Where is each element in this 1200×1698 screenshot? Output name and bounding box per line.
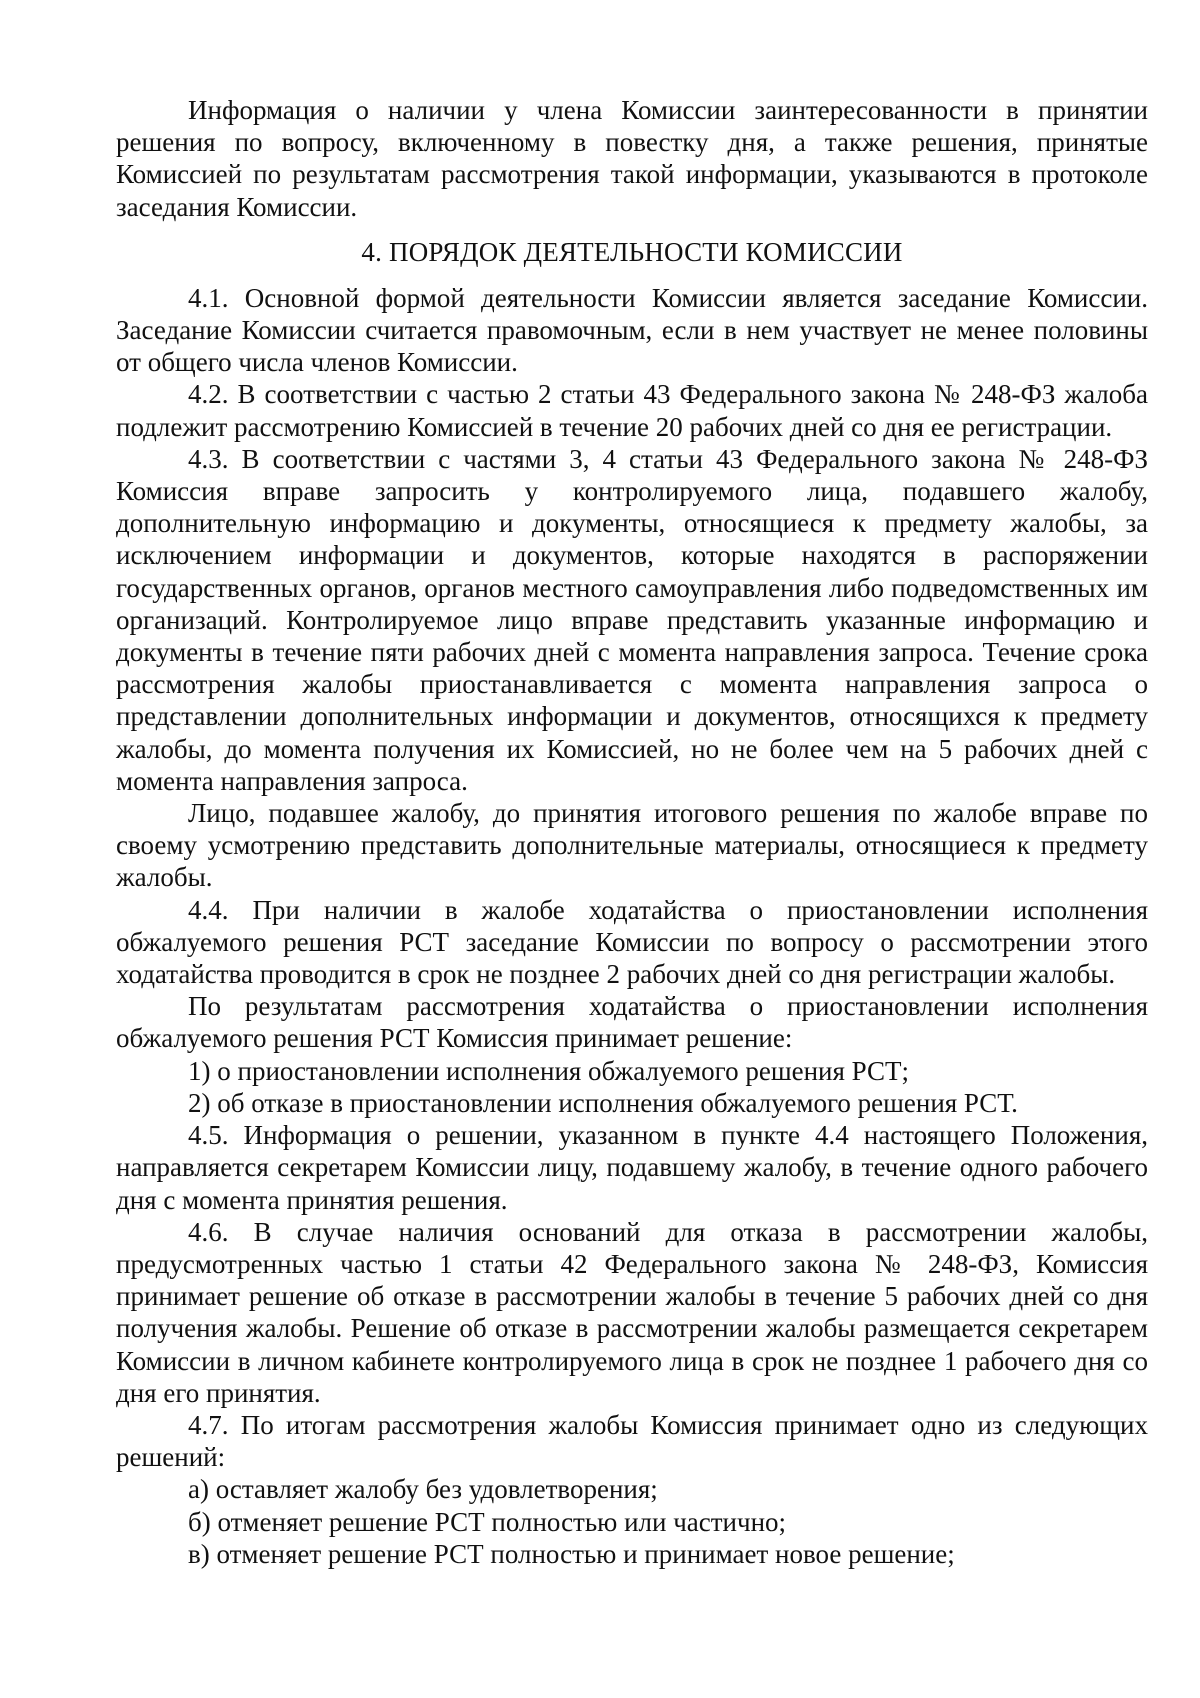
paragraph-petition-results: По результатам рассмотрения ходатайства о приостановлении исполнения обжалуемого решения РСТ Комиссия принимает решение:: [116, 991, 1148, 1054]
paragraph-4-7: 4.7. По итогам рассмотрения жалобы Комиссия принимает одно из следующих решений:: [116, 1409, 1148, 1473]
paragraph-4-6: 4.6. В случае наличия оснований для отказа в рассмотрении жалобы, предусмотренных частью 1 статьи 42 Федерального закона № 248-ФЗ, Комиссия принимает решение об отказе в рассмотрении жалобы в течение 5 рабочих дней со дня получения жалобы. Решение об отказе в рассмотрении жалобы размещается секретарем Комиссии в личном кабинете контролируемого лица в срок не позднее 1 рабочего дня со дня его принятия.: [116, 1216, 1148, 1408]
paragraph-4-2: 4.2. В соответствии с частью 2 статьи 43 Федерального закона № 248-ФЗ жалоба подлежит рассмотрению Комиссией в течение 20 рабочих дней со дня ее регистрации.: [116, 379, 1148, 442]
list-item-1: 1) о приостановлении исполнения обжалуемого решения РСТ;: [188, 1055, 910, 1086]
section-title: 4. ПОРЯДОК ДЕЯТЕЛЬНОСТИ КОМИССИИ: [361, 236, 903, 267]
paragraph-4-5: 4.5. Информация о решении, указанном в пункте 4.4 настоящего Положения, направляется секретарем Комиссии лицу, подавшему жалобу, в течение одного рабочего дня с момента принятия решения.: [116, 1120, 1148, 1215]
paragraph-4-3: 4.3. В соответствии с частями 3, 4 статьи 43 Федерального закона № 248-ФЗ Комиссия вправе запросить у контролируемого лица, подавшего жалобу, дополнительную информацию и документы, относящиеся к предмету жалобы, за исключением информации и документов, которые находятся в распоряжении государственных органов, органов местного самоуправления либо подведомственных им организаций. Контролируемое лицо вправе представить указанные информацию и документы в течение пяти рабочих дней с момента направления запроса. Течение срока рассмотрения жалобы приостанавливается с момента направления запроса о представлении дополнительных информации и документов, относящихся к предмету жалобы, до момента получения их Комиссией, но не более чем на 5 рабочих дней с момента направления запроса.: [116, 443, 1148, 796]
paragraph-additional-materials: Лицо, подавшее жалобу, до принятия итогового решения по жалобе вправе по своему усмотрению представить дополнительные материалы, относящиеся к предмету жалобы.: [116, 798, 1148, 893]
paragraph-4-1: 4.1. Основной формой деятельности Комиссии является заседание Комиссии. Заседание Комиссии считается правомочным, если в нем участвует не менее половины от общего числа членов Комиссии.: [116, 282, 1148, 378]
intro-paragraph: Информация о наличии у члена Комиссии заинтересованности в принятии решения по вопросу, включенному в повестку дня, а также решения, принятые Комиссией по результатам рассмотрения такой информации, указываются в протоколе заседания Комиссии.: [116, 95, 1148, 222]
document-page: [116, 94, 1148, 1570]
list-item-a: а) оставляет жалобу без удовлетворения;: [188, 1474, 658, 1505]
list-item-2: 2) об отказе в приостановлении исполнения обжалуемого решения РСТ.: [188, 1087, 1018, 1118]
list-item-b: б) отменяет решение РСТ полностью или частично;: [188, 1506, 787, 1537]
list-item-v: в) отменяет решение РСТ полностью и принимает новое решение;: [188, 1538, 955, 1569]
paragraph-4-4: 4.4. При наличии в жалобе ходатайства о приостановлении исполнения обжалуемого решения РСТ заседание Комиссии по вопросу о рассмотрении этого ходатайства проводится в срок не позднее 2 рабочих дней со дня регистрации жалобы.: [116, 894, 1148, 990]
